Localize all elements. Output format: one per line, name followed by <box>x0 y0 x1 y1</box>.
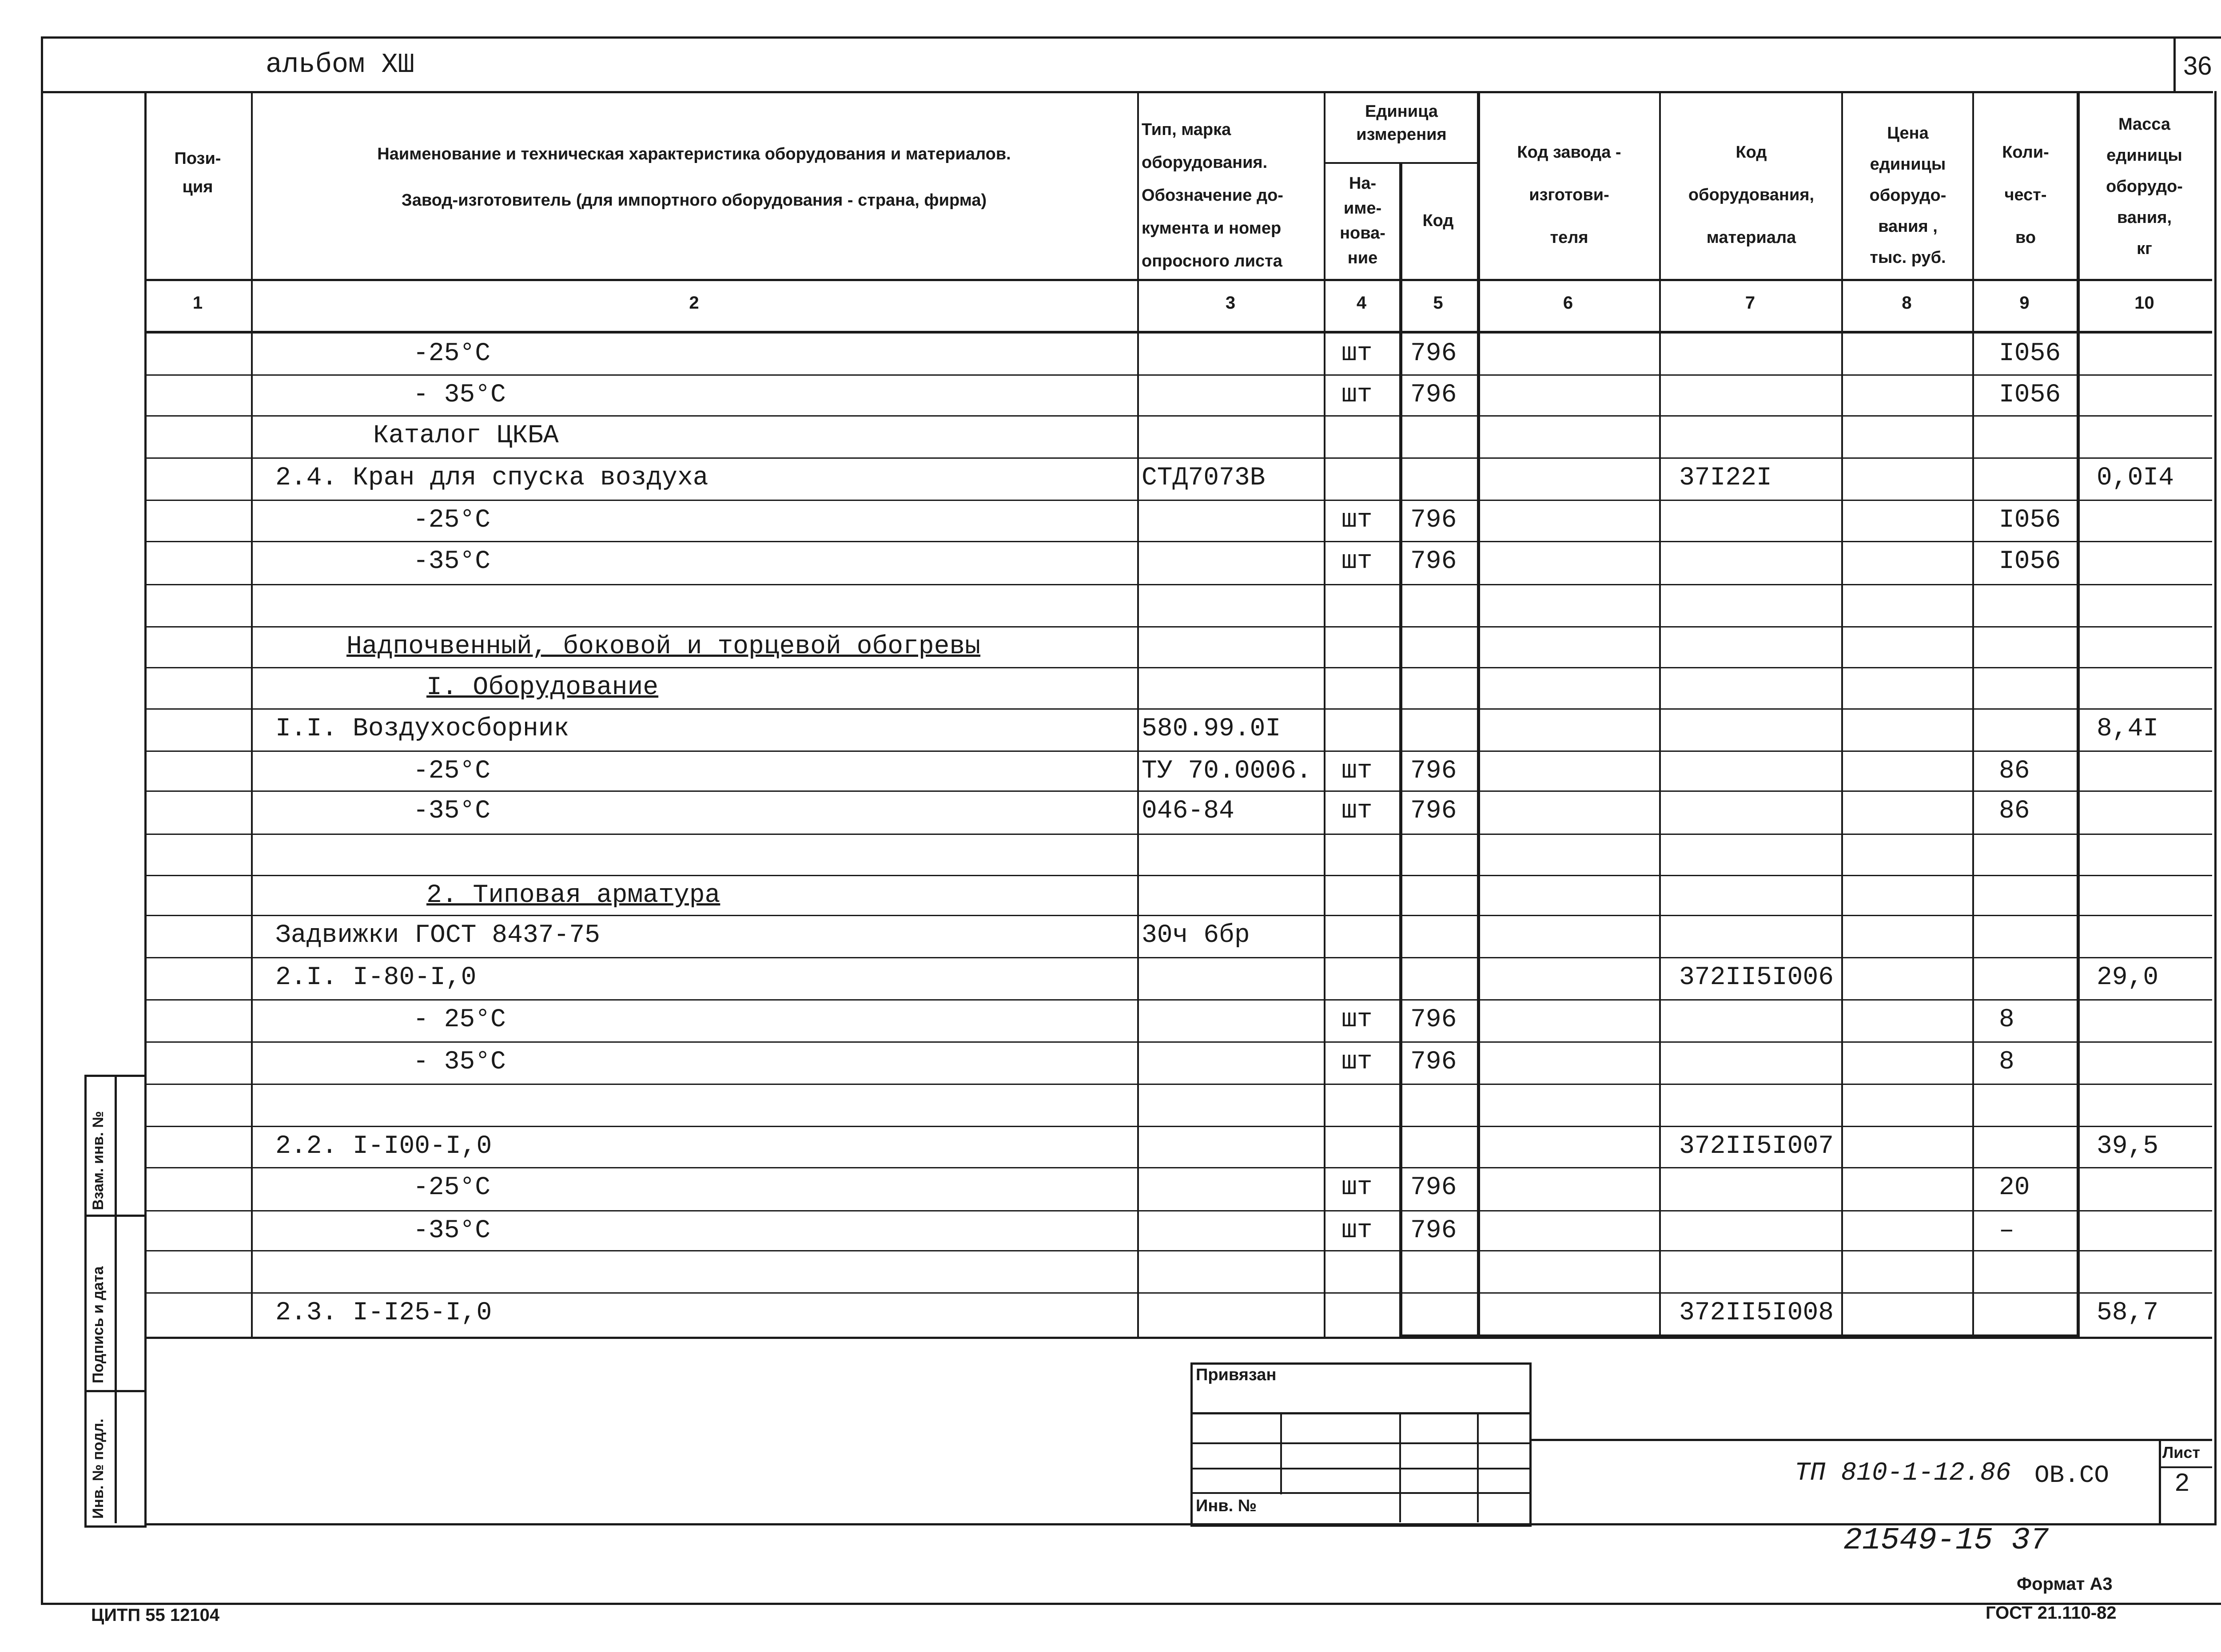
cell-qty: 20 <box>1999 1173 2030 1202</box>
cell-name: -25°C <box>413 506 491 535</box>
header-col-9-line: во <box>2015 228 2036 247</box>
column-line-1 <box>251 91 253 1337</box>
side-label-podpis: Подпись и дата <box>90 1266 107 1383</box>
cell-name: -35°C <box>413 1216 491 1245</box>
cell-mass: 8,4I <box>2097 715 2159 743</box>
header-col-6-line: Код завода - <box>1517 143 1621 162</box>
column-number: 8 <box>1902 293 1912 313</box>
cell-qty: I056 <box>1999 547 2061 576</box>
header-col-8 <box>1843 118 1972 273</box>
column-number: 4 <box>1356 293 1367 313</box>
thick-box-bottom <box>1399 1334 2079 1338</box>
cell-code: 796 <box>1410 1005 1457 1034</box>
header-col-9 <box>1974 131 2077 259</box>
cell-name: - 35°C <box>413 381 506 409</box>
cell-mass: 39,5 <box>2097 1132 2159 1161</box>
header-col-1-line: Пози- <box>174 149 221 168</box>
cell-mass: 0,0I4 <box>2097 464 2174 492</box>
sheet-number-divider <box>2173 36 2176 93</box>
cell-item-code: 37I22I <box>1679 464 1772 492</box>
header-col-10 <box>2079 109 2210 264</box>
column-number: 7 <box>1745 293 1755 313</box>
designation: ТП 810-1-12.86 <box>1795 1459 2011 1488</box>
cell-name: - 25°C <box>413 1005 506 1034</box>
cell-name: 2. Типовая арматура <box>426 881 720 910</box>
header-col-3-line: кумента и номер <box>1142 219 1282 238</box>
header-col-6-line: теля <box>1550 228 1588 247</box>
cell-name: 2.3. I-I25-I,0 <box>275 1299 492 1327</box>
cell-code: 796 <box>1410 547 1457 576</box>
cell-name: 2.4. Кран для спуска воздуха <box>275 464 708 492</box>
column-line-3 <box>1324 91 1325 1337</box>
column-number: 2 <box>689 293 699 313</box>
cell-name: -25°C <box>413 339 491 368</box>
cell-type: 30ч 6бр <box>1142 921 1250 950</box>
column-number: 5 <box>1433 293 1443 313</box>
title-block-list-sep <box>2159 1466 2212 1468</box>
cell-unit: шт <box>1341 506 1373 535</box>
cell-unit: шт <box>1341 1005 1373 1034</box>
cell-code: 796 <box>1410 339 1457 368</box>
cell-name: -35°C <box>413 797 491 826</box>
cell-unit: шт <box>1341 1048 1373 1076</box>
album-label: альбом XШ <box>266 49 414 80</box>
row-line-18 <box>144 1084 2212 1085</box>
header-col-8-line: оборудо- <box>1869 186 1946 205</box>
header-col-9-line: Коли- <box>2002 143 2049 162</box>
header-col-6 <box>1479 131 1659 259</box>
cell-qty: I056 <box>1999 339 2061 368</box>
title-block-top-line <box>1529 1439 2212 1441</box>
side-strip-inner-line <box>115 1075 117 1523</box>
header-col-4-line: нова- <box>1340 224 1385 242</box>
side-label-vzam: Взам. инв. № <box>90 1111 107 1210</box>
header-col-10-line: вания, <box>2117 208 2172 227</box>
cell-unit: шт <box>1341 547 1373 576</box>
header-col-2 <box>251 138 1137 217</box>
cell-unit: шт <box>1341 1173 1373 1202</box>
header-col-5 <box>1401 204 1475 237</box>
cell-name: -35°C <box>413 547 491 576</box>
doc-code: ОВ.СО <box>2034 1461 2110 1489</box>
side-label-inv-podl: Инв. № подл. <box>90 1418 107 1519</box>
header-col-1-line: ция <box>182 178 213 196</box>
cell-type: СТД7073В <box>1142 464 1266 492</box>
list-number: 2 <box>2174 1470 2190 1499</box>
cell-item-code: 372II5I006 <box>1679 963 1834 992</box>
header-col-5-line: Код <box>1422 211 1454 230</box>
list-label: Лист <box>2162 1443 2201 1461</box>
stamp-vline-3 <box>1477 1412 1479 1522</box>
cell-qty: I056 <box>1999 381 2061 409</box>
cell-name: Каталог ЦКБА <box>373 421 559 450</box>
cell-type: ТУ 70.0006. <box>1142 757 1312 786</box>
header-unit-group <box>1326 100 1477 146</box>
column-line-8 <box>1972 91 1974 1337</box>
header-unit-group-line: измерения <box>1356 125 1447 144</box>
cell-type: 580.99.0I <box>1142 715 1281 743</box>
column-number: 3 <box>1225 293 1236 313</box>
header-col-1 <box>147 142 249 203</box>
header-col-6-line: изготови- <box>1529 186 1609 204</box>
column-line-2 <box>1137 91 1139 1337</box>
cell-code: 796 <box>1410 1173 1457 1202</box>
header-col-10-line: единицы <box>2106 146 2182 165</box>
row-line-6 <box>144 584 2212 585</box>
cell-unit: шт <box>1341 757 1373 786</box>
header-col-7-line: Код <box>1735 143 1767 162</box>
column-line-9 <box>2077 91 2080 1337</box>
header-col-3-line: опросного листа <box>1142 252 1282 270</box>
colnums-bottom-line <box>144 331 2212 334</box>
cell-name: I. Оборудование <box>426 673 659 702</box>
stamp-vline-2 <box>1399 1412 1401 1522</box>
column-number: 9 <box>2019 293 2030 313</box>
cell-name: 2.2. I-I00-I,0 <box>275 1132 492 1161</box>
header-col-8-line: вания , <box>1878 217 1938 236</box>
side-strip-sep-2 <box>84 1390 144 1392</box>
cell-mass: 29,0 <box>2097 963 2159 992</box>
cell-qty: 8 <box>1999 1005 2014 1034</box>
cell-name: -25°C <box>413 757 491 786</box>
column-line-7 <box>1841 91 1843 1337</box>
header-col-3-line: Обозначение до- <box>1142 186 1283 205</box>
cell-qty: I056 <box>1999 506 2061 535</box>
column-number: 10 <box>2134 293 2154 313</box>
cell-name: 2.I. I-80-I,0 <box>275 963 477 992</box>
header-col-10-line: кг <box>2137 239 2152 258</box>
cell-name: Задвижки ГОСТ 8437-75 <box>275 921 600 950</box>
cell-qty: 86 <box>1999 797 2030 826</box>
cell-qty: 8 <box>1999 1048 2014 1076</box>
side-strip-sep-1 <box>84 1215 144 1217</box>
cell-code: 796 <box>1410 757 1457 786</box>
cell-qty: 86 <box>1999 757 2030 786</box>
cell-unit: шт <box>1341 797 1373 826</box>
cell-mass: 58,7 <box>2097 1299 2159 1327</box>
column-line-4 <box>1399 162 1402 1337</box>
cell-unit: шт <box>1341 381 1373 409</box>
column-number: 1 <box>192 293 203 313</box>
stamp-vline-1 <box>1280 1412 1282 1494</box>
sheet-number: 36 <box>2183 52 2212 80</box>
cell-type: 046-84 <box>1142 797 1234 826</box>
stamp-privyazan: Привязан <box>1196 1366 1277 1384</box>
header-unit-group-line: Единица <box>1365 102 1438 121</box>
column-number: 6 <box>1563 293 1573 313</box>
header-col-7-line: материала <box>1706 228 1796 247</box>
column-line-5 <box>1477 91 1480 1337</box>
header-col-4-line: На- <box>1349 174 1377 193</box>
cell-name: - 35°C <box>413 1048 506 1076</box>
title-block-list-divider <box>2159 1439 2161 1523</box>
cell-item-code: 372II5I008 <box>1679 1299 1834 1327</box>
cell-code: 796 <box>1410 506 1457 535</box>
header-col-3-line: Тип, марка <box>1142 120 1231 139</box>
cell-name: Надпочвенный, боковой и торцевой обогревы <box>346 632 981 661</box>
header-col-8-line: тыс. руб. <box>1870 248 1946 267</box>
citp-label: ЦИТП 55 12104 <box>91 1605 220 1625</box>
header-col-2-line: Завод-изготовитель (для импортного оборудования - страна, фирма) <box>401 191 987 210</box>
cell-name: -25°C <box>413 1173 491 1202</box>
format-label: Формат А3 <box>2017 1574 2113 1594</box>
cell-qty: – <box>1999 1216 2014 1245</box>
header-col-4 <box>1326 171 1399 270</box>
cell-code: 796 <box>1410 1216 1457 1245</box>
header-col-10-line: оборудо- <box>2106 177 2183 196</box>
gost-label: ГОСТ 21.110-82 <box>1986 1603 2117 1623</box>
header-col-4-line: ние <box>1347 249 1378 267</box>
header-col-9-line: чест- <box>2004 186 2047 204</box>
header-col-10-line: Масса <box>2118 115 2171 134</box>
cell-code: 796 <box>1410 381 1457 409</box>
header-col-7 <box>1661 131 1841 259</box>
header-col-8-line: Цена <box>1887 124 1929 143</box>
cell-unit: шт <box>1341 1216 1373 1245</box>
stamp-inv-no: Инв. № <box>1196 1497 1257 1515</box>
cell-unit: шт <box>1341 339 1373 368</box>
cell-item-code: 372II5I007 <box>1679 1132 1834 1161</box>
column-line-6 <box>1659 91 1661 1337</box>
cell-code: 796 <box>1410 797 1457 826</box>
cell-name: I.I. Воздухосборник <box>275 715 569 743</box>
header-col-3-line: оборудования. <box>1142 153 1268 172</box>
header-col-3 <box>1142 113 1324 278</box>
handwritten-number: 21549-15 37 <box>1843 1523 2049 1558</box>
header-col-4-line: име- <box>1343 199 1382 218</box>
header-col-2-line: Наименование и техническая характеристика оборудования и материалов. <box>377 145 1011 163</box>
row-line-12 <box>144 834 2212 835</box>
header-bottom-line <box>144 279 2212 281</box>
header-col-8-line: единицы <box>1870 155 1946 174</box>
cell-code: 796 <box>1410 1048 1457 1076</box>
header-col-7-line: оборудования, <box>1688 186 1815 204</box>
